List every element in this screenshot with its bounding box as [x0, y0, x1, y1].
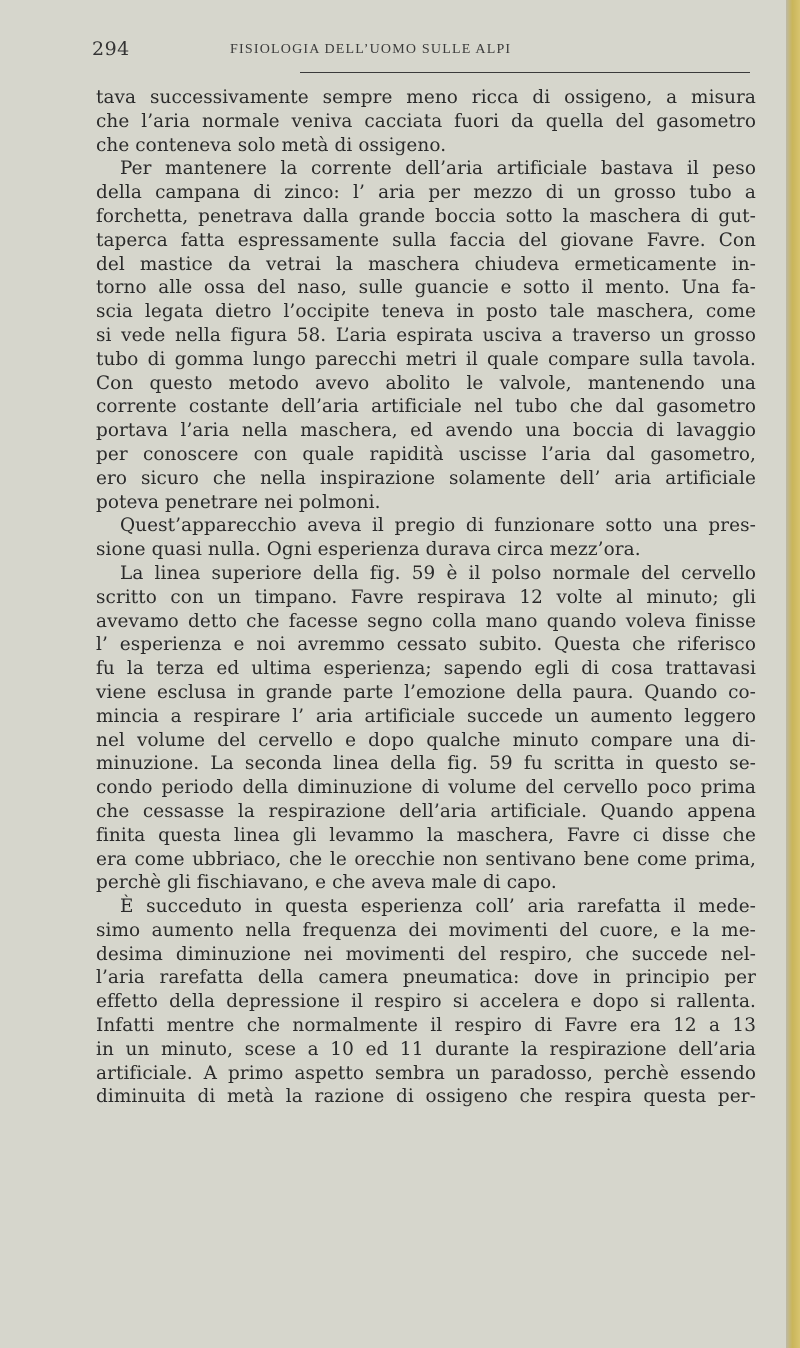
text-line: sione quasi nulla. Ogni esperienza durava circa mezz’ora. [96, 539, 641, 561]
text-line: diminuita di metà la razione di ossigeno che respira questa per- [96, 1086, 756, 1108]
text-line: che conteneva solo metà di ossigeno. [96, 134, 447, 156]
text-line: che l’aria normale veniva cacciata fuori da quella del gasometro [96, 110, 756, 132]
text-line: Per mantenere la corrente dell’aria artificiale bastava il peso [120, 158, 756, 180]
text-line: torno alle ossa del naso, sulle guancie e sotto il mento. Una fa- [96, 277, 756, 299]
text-line: Quest’apparecchio aveva il pregio di funzionare sotto una pres- [120, 515, 756, 537]
text-line: effetto della depressione il respiro si accelera e dopo si rallenta. [96, 991, 756, 1013]
text-line: artificiale. A primo aspetto sembra un paradosso, perchè essendo [96, 1062, 756, 1084]
running-head: FISIOLOGIA DELL’UOMO SULLE ALPI [230, 42, 512, 57]
text-line: era come ubbriaco, che le orecchie non sentivano bene come prima, [96, 848, 756, 870]
page-edge [786, 0, 800, 1348]
text-line: condo periodo della diminuzione di volume del cervello poco prima [96, 777, 756, 799]
text-line: simo aumento nella frequenza dei movimenti del cuore, e la me- [96, 919, 756, 941]
text-line: della campana di zinco: l’ aria per mezzo di un grosso tubo a [96, 182, 756, 204]
text-line: scia legata dietro l’occipite teneva in posto tale maschera, come [96, 301, 756, 323]
text-line: poteva penetrare nei polmoni. [96, 491, 381, 513]
text-line: avevamo detto che facesse segno colla mano quando voleva finisse [96, 610, 756, 632]
body-text [96, 86, 756, 1109]
text-line: che cessasse la respirazione dell’aria artificiale. Quando appena [96, 800, 756, 822]
text-line: fu la terza ed ultima esperienza; sapendo egli di cosa trattavasi [96, 658, 756, 680]
text-line: l’ esperienza e noi avremmo cessato subito. Questa che riferisco [96, 634, 756, 656]
text-line: nel volume del cervello e dopo qualche minuto compare una di- [96, 729, 756, 751]
text-line: scritto con un timpano. Favre respirava 12 volte al minuto; gli [96, 586, 756, 608]
text-line: mincia a respirare l’ aria artificiale succede un aumento leggero [96, 705, 756, 727]
text-line: minuzione. La seconda linea della fig. 59 fu scritta in questo se- [96, 753, 756, 775]
text-line: corrente costante dell’aria artificiale nel tubo che dal gasometro [96, 396, 756, 418]
text-line: È succeduto in questa esperienza coll’ aria rarefatta il mede- [120, 896, 756, 918]
text-line: per conoscere con quale rapidità uscisse l’aria dal gasometro, [96, 443, 756, 465]
header-rule [300, 72, 750, 73]
text-line: del mastice da vetrai la maschera chiudeva ermeticamente in- [96, 253, 756, 275]
text-line: portava l’aria nella maschera, ed avendo una boccia di lavaggio [96, 420, 756, 442]
text-line: tava successivamente sempre meno ricca di ossigeno, a misura [96, 87, 756, 108]
text-line: desima diminuzione nei movimenti del respiro, che succede nel- [96, 943, 756, 965]
text-line: ero sicuro che nella inspirazione solamente dell’ aria artificiale [96, 467, 756, 489]
text-line: La linea superiore della fig. 59 è il polso normale del cervello [120, 562, 756, 584]
text-line: forchetta, penetrava dalla grande boccia sotto la maschera di gut- [96, 205, 756, 227]
text-line: Infatti mentre che normalmente il respiro di Favre era 12 a 13 [96, 1015, 756, 1037]
text-line: tubo di gomma lungo parecchi metri il quale compare sulla tavola. [96, 348, 756, 370]
text-line: Con questo metodo avevo abolito le valvole, mantenendo una [96, 372, 756, 394]
page-number: 294 [92, 38, 130, 60]
text-line: finita questa linea gli levammo la maschera, Favre ci disse che [96, 824, 756, 846]
text-line: taperca fatta espressamente sulla faccia del giovane Favre. Con [96, 229, 756, 251]
text-line: perchè gli fischiavano, e che aveva male di capo. [96, 872, 557, 894]
text-line: l’aria rarefatta della camera pneumatica: dove in principio per [96, 967, 756, 989]
text-line: in un minuto, scese a 10 ed 11 durante la respirazione dell’aria [96, 1038, 756, 1060]
page-header [0, 38, 786, 68]
text-line: viene esclusa in grande parte l’emozione della paura. Quando co- [96, 681, 756, 703]
text-line: si vede nella figura 58. L’aria espirata usciva a traverso un grosso [96, 324, 756, 346]
